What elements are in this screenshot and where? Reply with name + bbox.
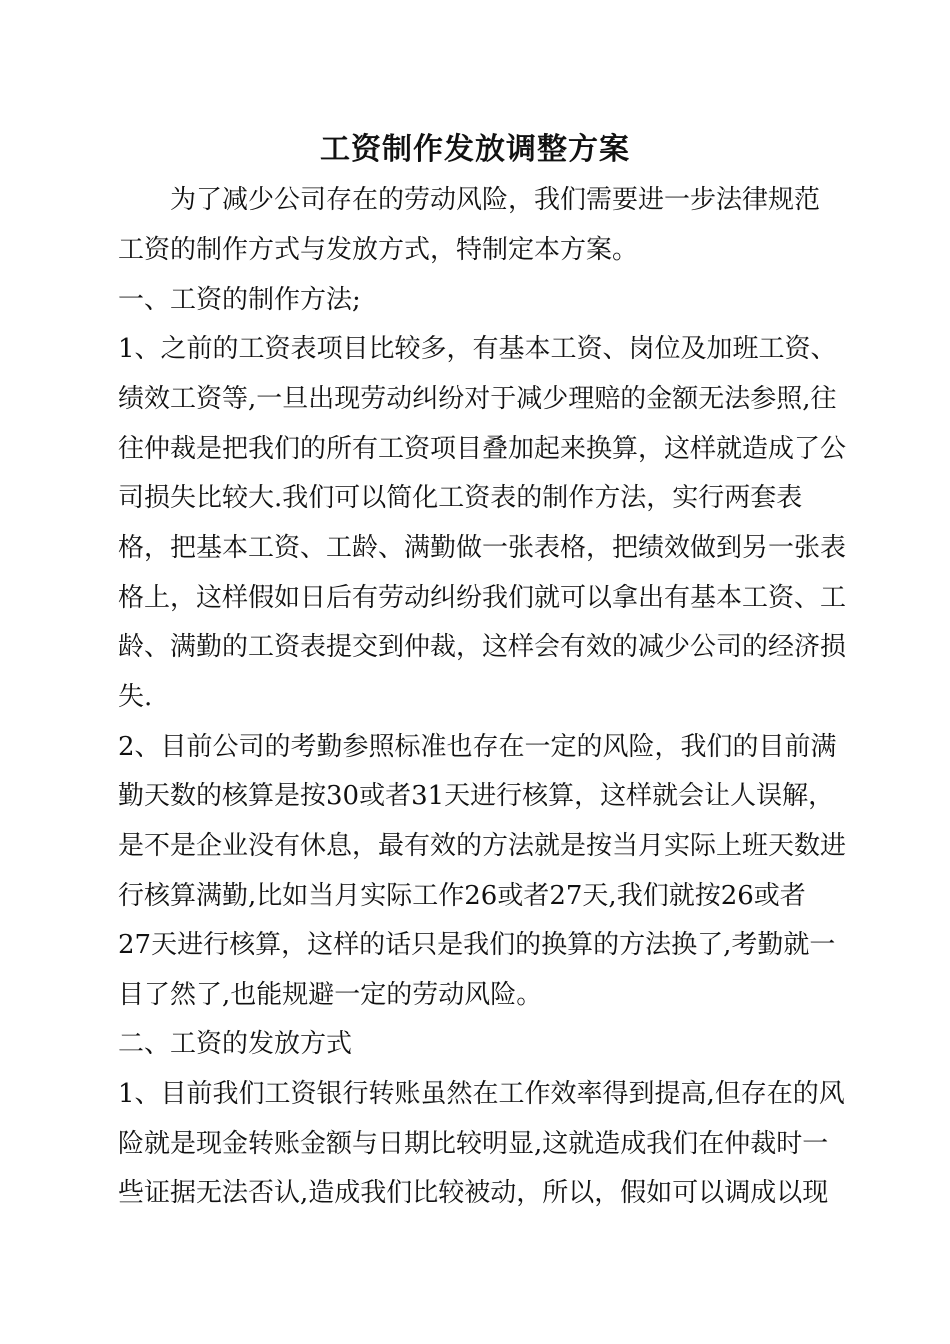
section-heading: 二、工资的发放方式 bbox=[118, 1029, 353, 1059]
paragraph-line: 勤天数的核算是按30或者31天进行核算，这样就会让人误解， bbox=[118, 781, 835, 811]
paragraph-line: 工资的制作方式与发放方式，特制定本方案。 bbox=[118, 235, 639, 265]
paragraph-line: 格，把基本工资、工龄、满勤做一张表格，把绩效做到另一张表 bbox=[118, 533, 847, 563]
paragraph-line: 些证据无法否认,造成我们比较被动，所以，假如可以调成以现 bbox=[118, 1178, 829, 1208]
paragraph-line: 是不是企业没有休息，最有效的方法就是按当月实际上班天数进 bbox=[118, 831, 847, 861]
paragraph-line: 2、目前公司的考勤参照标准也存在一定的风险，我们的目前满 bbox=[118, 732, 837, 762]
section-heading: 一、工资的制作方法; bbox=[118, 285, 361, 315]
paragraph-line: 险就是现金转账金额与日期比较明显,这就造成我们在仲裁时一 bbox=[118, 1129, 829, 1159]
paragraph-line: 龄、满勤的工资表提交到仲裁，这样会有效的减少公司的经济损 bbox=[118, 632, 847, 662]
paragraph-line: 绩效工资等,一旦出现劳动纠纷对于减少理赔的金额无法参照,往 bbox=[118, 384, 837, 414]
paragraph-line: 司损失比较大.我们可以简化工资表的制作方法，实行两套表 bbox=[118, 483, 803, 513]
paragraph-line: 往仲裁是把我们的所有工资项目叠加起来换算，这样就造成了公 bbox=[118, 434, 847, 464]
paragraph-line: 27天进行核算，这样的话只是我们的换算的方法换了,考勤就一 bbox=[118, 930, 836, 960]
paragraph-line: 1、目前我们工资银行转账虽然在工作效率得到提高,但存在的风 bbox=[118, 1079, 845, 1109]
document-title: 工资制作发放调整方案 bbox=[320, 132, 630, 167]
paragraph-line: 失. bbox=[118, 682, 153, 712]
paragraph-line: 1、之前的工资表项目比较多，有基本工资、岗位及加班工资、 bbox=[118, 334, 837, 364]
paragraph-line: 行核算满勤,比如当月实际工作26或者27天,我们就按26或者 bbox=[118, 881, 806, 911]
paragraph-line: 目了然了,也能规避一定的劳动风险。 bbox=[118, 980, 543, 1010]
paragraph-line: 为了减少公司存在的劳动风险，我们需要进一步法律规范 bbox=[170, 185, 821, 215]
paragraph-line: 格上，这样假如日后有劳动纠纷我们就可以拿出有基本工资、工 bbox=[118, 583, 847, 613]
